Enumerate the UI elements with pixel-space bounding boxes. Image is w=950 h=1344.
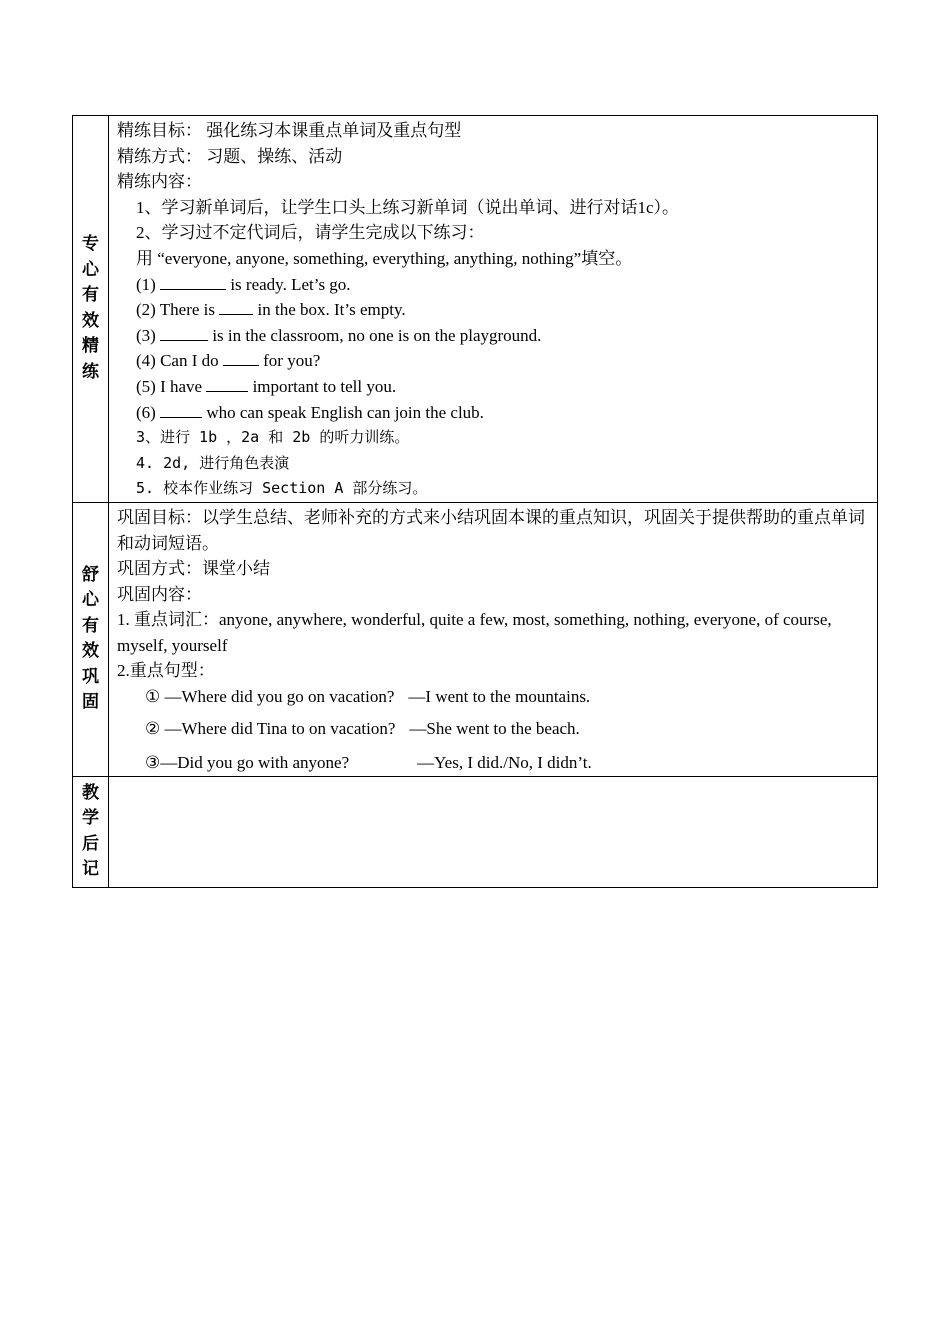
exercise-text: for you?: [263, 351, 321, 371]
exercise-number: (3): [136, 325, 156, 345]
sentence-question: —Where did Tina to on vacation?: [164, 718, 396, 738]
sentence-marker: ②: [145, 718, 161, 738]
sentence-marker: ①: [145, 687, 161, 707]
answer-blank: [160, 324, 208, 341]
consolidate-label: 舒心有效巩固: [82, 564, 99, 713]
practice-content: [109, 116, 878, 503]
vocab-heading: 1. 重点词汇：: [117, 610, 219, 630]
exercise-number: (4) Can I do: [136, 351, 219, 371]
answer-blank: [206, 375, 248, 392]
exercise-number: (2) There is: [136, 300, 215, 320]
exercise-3: [117, 323, 869, 349]
sentence-1: [117, 684, 869, 710]
consolidate-method: 巩固方式：课堂小结: [117, 559, 270, 579]
practice-item-3: 3、进行 1b ，2a 和 2b 的听力训练。: [136, 428, 410, 447]
exercise-1: [117, 272, 869, 298]
consolidate-label-cell: [73, 502, 109, 776]
sentence-question: —Did you go with anyone?: [160, 753, 350, 773]
exercise-number: (5) I have: [136, 376, 203, 396]
exercise-text: who can speak English can join the club.: [206, 402, 484, 422]
exercise-4: [117, 348, 869, 374]
practice-label-cell: [73, 116, 109, 503]
fill-instruction: 用 “everyone, anyone, something, everything, anything, nothing”填空。: [136, 248, 633, 268]
sentence-2: [117, 716, 869, 742]
sentence-answer: —I went to the mountains.: [408, 687, 591, 707]
sentences-heading: 2.重点句型：: [117, 661, 215, 681]
practice-item-5: 5. 校本作业练习 Section A 部分练习。: [136, 479, 428, 498]
practice-item-2: 2、学习过不定代词后，请学生完成以下练习：: [136, 223, 485, 243]
practice-label: 专心有效精练: [82, 234, 99, 382]
exercise-6: [117, 400, 869, 426]
answer-blank: [223, 349, 259, 366]
consolidate-row: [73, 502, 878, 776]
sentence-question: —Where did you go on vacation?: [164, 687, 395, 707]
vocab-list: anyone, anywhere, wonderful, quite a few, most, something, nothing, everyone, of course, myself, yourself: [117, 610, 832, 655]
consolidate-content-heading: 巩固内容：: [117, 584, 202, 604]
answer-blank: [219, 298, 253, 315]
notes-label-cell: [73, 776, 109, 887]
answer-blank: [160, 273, 226, 290]
notes-label: 教学后记: [82, 782, 99, 880]
practice-content-heading: 精练内容：: [117, 172, 202, 192]
practice-item-4: 4. 2d, 进行角色表演: [136, 453, 290, 472]
answer-blank: [160, 401, 202, 418]
sentence-answer: —Yes, I did./No, I didn’t.: [417, 753, 592, 773]
practice-row: [73, 116, 878, 503]
sentence-3: [117, 750, 869, 776]
consolidate-content: [109, 502, 878, 776]
exercise-text: in the box. It’s empty.: [257, 300, 406, 320]
practice-method: 精练方式： 习题、操练、活动: [117, 146, 343, 166]
sentence-marker: ③: [145, 753, 161, 773]
exercise-text: important to tell you.: [252, 376, 397, 396]
exercise-5: [117, 374, 869, 400]
exercise-number: (6): [136, 402, 156, 422]
practice-item-1: 1、学习新单词后，让学生口头上练习新单词（说出单词、进行对话1c）。: [136, 197, 680, 217]
consolidate-goal: 巩固目标：以学生总结、老师补充的方式来小结巩固本课的重点知识，巩固关于提供帮助的重点单词和动词短语。: [117, 507, 865, 553]
exercise-text: is in the classroom, no one is on the playground.: [212, 325, 542, 345]
sentence-answer: —She went to the beach.: [409, 718, 580, 738]
notes-content: [109, 776, 878, 887]
vocab-line: [117, 607, 869, 658]
exercise-text: is ready. Let’s go.: [230, 274, 351, 294]
exercise-2: [117, 297, 869, 323]
exercise-number: (1): [136, 274, 156, 294]
practice-goal: 精练目标： 强化练习本课重点单词及重点句型: [117, 121, 462, 140]
lesson-table: [72, 115, 878, 888]
notes-row: [73, 776, 878, 887]
